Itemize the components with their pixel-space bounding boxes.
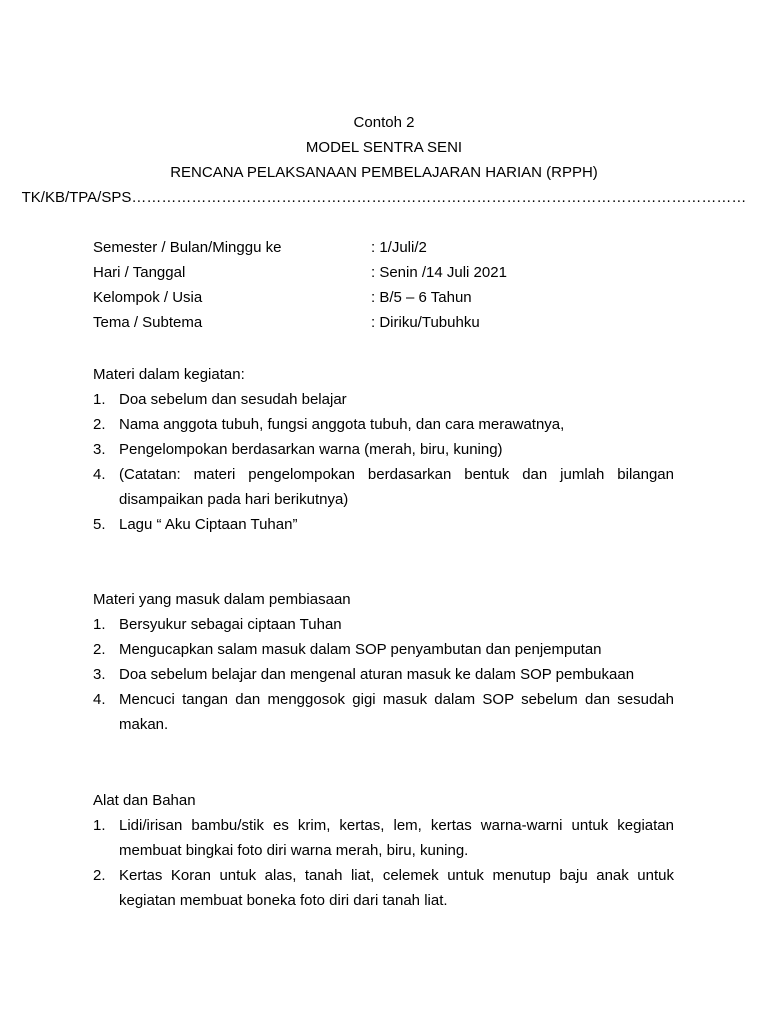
list-number: 3. <box>93 666 106 683</box>
info-label: Kelompok / Usia <box>93 289 203 306</box>
list-text: Lidi/irisan bambu/stik es krim, kertas, lem, kertas warna-warni untuk kegiatan membuat bingkai foto diri warna merah, biru, kuning. <box>119 817 674 859</box>
tools-materials-section <box>93 788 674 913</box>
list-text: Mengucapkan salam masuk dalam SOP penyambutan dan penjemputan <box>119 641 602 658</box>
section-heading: Materi dalam kegiatan: <box>93 366 245 383</box>
info-label: Hari / Tanggal <box>93 264 186 281</box>
list-text: (Catatan: materi pengelompokan berdasarkan bentuk dan jumlah bilangan disampaikan pada hari berikutnya) <box>119 466 674 508</box>
model-title: MODEL SENTRA SENI <box>305 139 463 156</box>
info-row-date <box>93 260 693 285</box>
list-text: Bersyukur sebagai ciptaan Tuhan <box>119 616 342 633</box>
list-number: 5. <box>93 516 106 533</box>
school-type-line: TK/KB/TPA/SPS…………………………………………………………………………………………………………… <box>21 189 747 206</box>
list-item <box>93 662 674 687</box>
list-item <box>93 813 674 863</box>
info-value: : B/5 – 6 Tahun <box>371 289 472 306</box>
section-heading: Alat dan Bahan <box>93 792 196 809</box>
plan-title: RENCANA PELAKSANAAN PEMBELAJARAN HARIAN (RPPH) <box>170 164 598 181</box>
info-row-semester <box>93 235 693 260</box>
list-item <box>93 687 674 737</box>
info-value: : Diriku/Tubuhku <box>371 314 480 331</box>
list-item <box>93 387 674 412</box>
activity-materials-section <box>93 362 674 537</box>
info-label: Tema / Subtema <box>93 314 203 331</box>
list-text: Mencuci tangan dan menggosok gigi masuk dalam SOP sebelum dan sesudah makan. <box>119 691 674 733</box>
list-text: Nama anggota tubuh, fungsi anggota tubuh, dan cara merawatnya, <box>119 416 565 433</box>
info-row-group <box>93 285 693 310</box>
list-item <box>93 437 674 462</box>
list-item <box>93 863 674 913</box>
list-number: 4. <box>93 466 106 483</box>
list-number: 4. <box>93 691 106 708</box>
info-row-theme <box>93 310 693 335</box>
list-number: 1. <box>93 817 106 834</box>
list-text: Lagu “ Aku Ciptaan Tuhan” <box>119 516 298 533</box>
habituation-materials-section <box>93 587 674 737</box>
list-number: 2. <box>93 867 106 884</box>
list-text: Doa sebelum dan sesudah belajar <box>119 391 347 408</box>
list-number: 2. <box>93 641 106 658</box>
list-item <box>93 512 674 537</box>
list-item <box>93 462 674 512</box>
list-text: Pengelompokan berdasarkan warna (merah, biru, kuning) <box>119 441 503 458</box>
document-title-block <box>0 110 768 210</box>
list-number: 1. <box>93 616 106 633</box>
list-text: Doa sebelum belajar dan mengenal aturan masuk ke dalam SOP pembukaan <box>119 666 635 683</box>
list-item <box>93 612 674 637</box>
section-heading: Materi yang masuk dalam pembiasaan <box>93 591 351 608</box>
list-item <box>93 412 674 437</box>
list-number: 2. <box>93 416 106 433</box>
list-number: 1. <box>93 391 106 408</box>
list-item <box>93 637 674 662</box>
info-label: Semester / Bulan/Minggu ke <box>93 239 282 256</box>
list-number: 3. <box>93 441 106 458</box>
info-table <box>93 235 693 335</box>
list-text: Kertas Koran untuk alas, tanah liat, celemek untuk menutup baju anak untuk kegiatan membuat boneka foto diri dari tanah liat. <box>119 867 674 909</box>
example-label: Contoh 2 <box>353 114 415 131</box>
info-value: : Senin /14 Juli 2021 <box>371 264 507 281</box>
info-value: : 1/Juli/2 <box>371 239 427 256</box>
